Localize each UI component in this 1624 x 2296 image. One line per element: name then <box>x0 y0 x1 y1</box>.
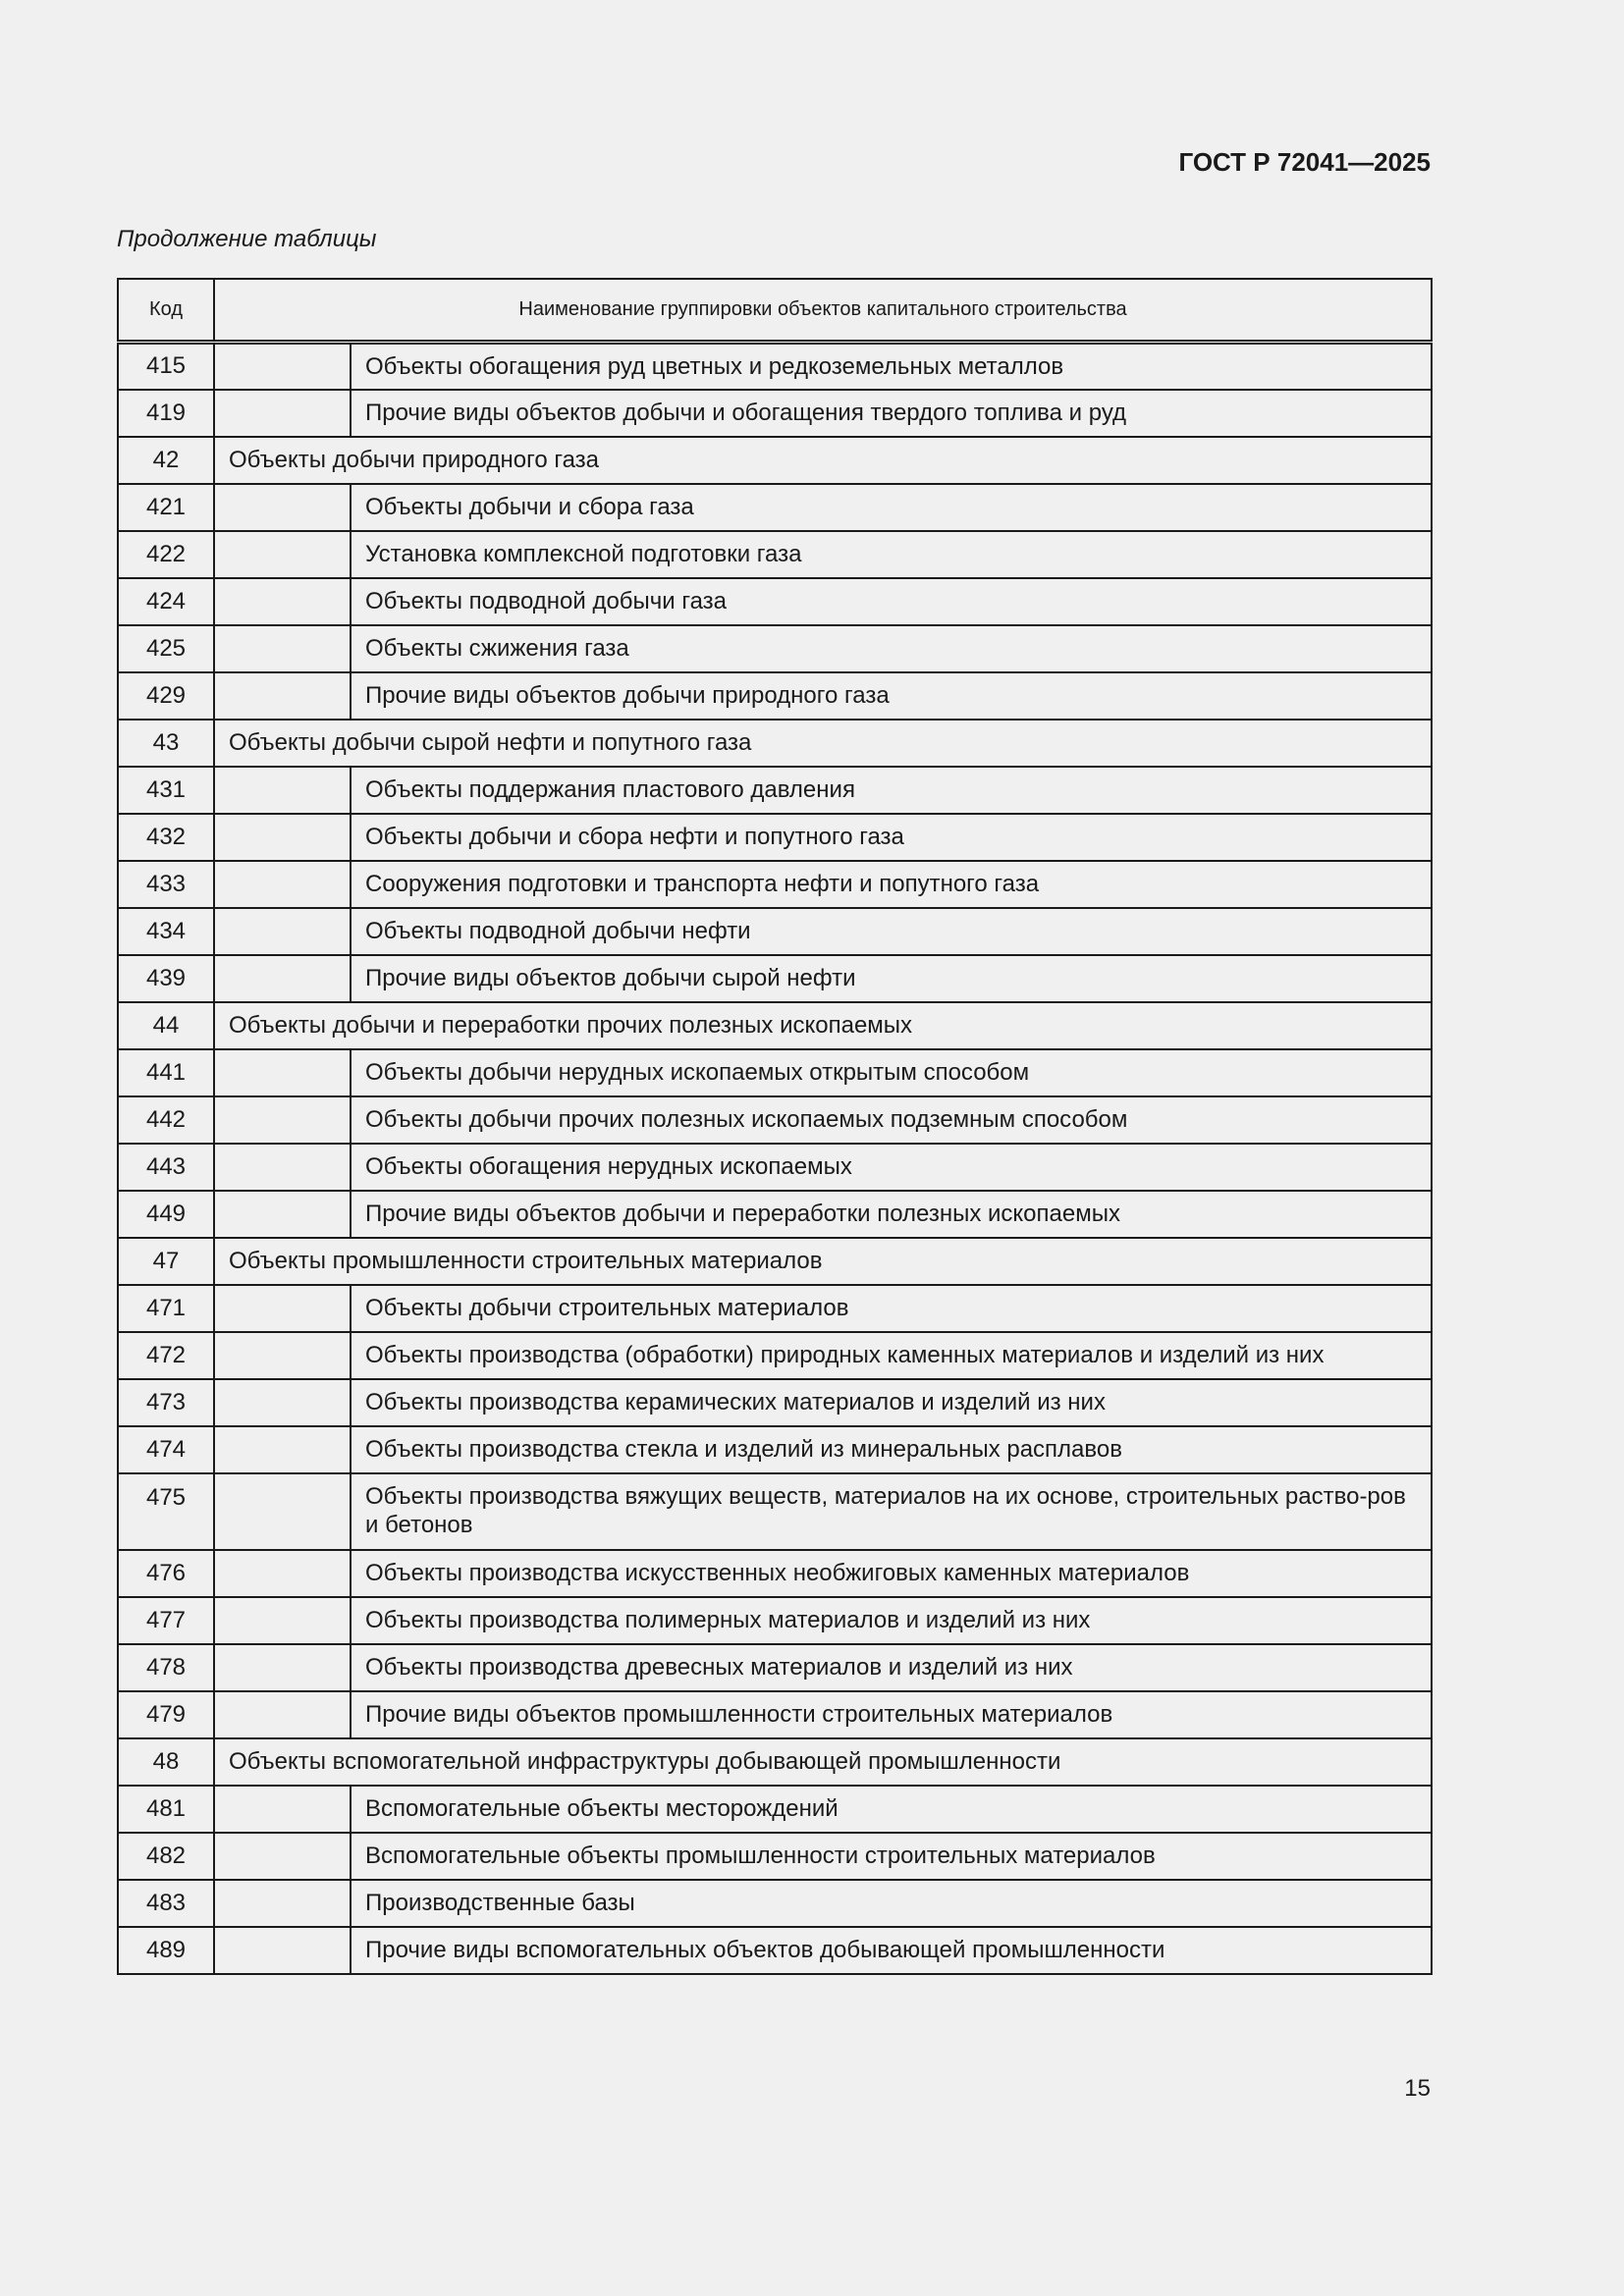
row-name: Объекты добычи строительных материалов <box>351 1285 1432 1332</box>
table-body <box>118 343 1432 1974</box>
table-row <box>118 1473 1432 1550</box>
row-name: Установка комплексной подготовки газа <box>351 531 1432 578</box>
row-code: 43 <box>118 720 214 767</box>
row-name: Объекты добычи нерудных ископаемых открытым способом <box>351 1049 1432 1096</box>
row-indent-cell <box>214 814 351 861</box>
row-indent-cell <box>214 390 351 437</box>
row-name: Объекты подводной добычи газа <box>351 578 1432 625</box>
row-name: Объекты промышленности строительных материалов <box>214 1238 1432 1285</box>
row-code: 475 <box>118 1473 214 1550</box>
table-row <box>118 484 1432 531</box>
row-name: Прочие виды вспомогательных объектов добывающей промышленности <box>351 1927 1432 1974</box>
row-indent-cell <box>214 343 351 390</box>
table-row <box>118 1880 1432 1927</box>
row-indent-cell <box>214 1096 351 1144</box>
table-row <box>118 1049 1432 1096</box>
page-number: 15 <box>1404 2075 1431 2102</box>
table-row <box>118 578 1432 625</box>
row-name: Объекты добычи природного газа <box>214 437 1432 484</box>
row-indent-cell <box>214 1880 351 1927</box>
row-code: 44 <box>118 1002 214 1049</box>
table-row <box>118 1644 1432 1691</box>
row-name: Вспомогательные объекты месторождений <box>351 1786 1432 1833</box>
row-indent-cell <box>214 767 351 814</box>
row-name: Вспомогательные объекты промышленности строительных материалов <box>351 1833 1432 1880</box>
row-code: 415 <box>118 343 214 390</box>
row-code: 434 <box>118 908 214 955</box>
table-row <box>118 1426 1432 1473</box>
row-name: Прочие виды объектов добычи и переработки полезных ископаемых <box>351 1191 1432 1238</box>
row-name: Объекты производства древесных материалов и изделий из них <box>351 1644 1432 1691</box>
row-code: 424 <box>118 578 214 625</box>
row-code: 476 <box>118 1550 214 1597</box>
row-name: Производственные базы <box>351 1880 1432 1927</box>
row-name: Прочие виды объектов добычи и обогащения твердого топлива и руд <box>351 390 1432 437</box>
row-indent-cell <box>214 1833 351 1880</box>
row-name: Объекты обогащения руд цветных и редкоземельных металлов <box>351 343 1432 390</box>
table-row <box>118 1597 1432 1644</box>
table-row <box>118 1096 1432 1144</box>
table-row <box>118 814 1432 861</box>
row-indent-cell <box>214 672 351 720</box>
table-row <box>118 1927 1432 1974</box>
header-code: Код <box>118 279 214 343</box>
row-name: Объекты вспомогательной инфраструктуры добывающей промышленности <box>214 1738 1432 1786</box>
row-name: Объекты производства полимерных материалов и изделий из них <box>351 1597 1432 1644</box>
row-name: Объекты поддержания пластового давления <box>351 767 1432 814</box>
row-code: 442 <box>118 1096 214 1144</box>
row-name: Объекты производства стекла и изделий из минеральных расплавов <box>351 1426 1432 1473</box>
row-code: 481 <box>118 1786 214 1833</box>
row-indent-cell <box>214 1597 351 1644</box>
row-code: 477 <box>118 1597 214 1644</box>
row-name: Прочие виды объектов промышленности строительных материалов <box>351 1691 1432 1738</box>
row-code: 422 <box>118 531 214 578</box>
row-code: 421 <box>118 484 214 531</box>
row-indent-cell <box>214 531 351 578</box>
classification-table <box>117 278 1433 1975</box>
row-code: 42 <box>118 437 214 484</box>
table-row <box>118 390 1432 437</box>
table-row-group <box>118 720 1432 767</box>
row-indent-cell <box>214 1786 351 1833</box>
row-code: 425 <box>118 625 214 672</box>
row-indent-cell <box>214 1332 351 1379</box>
row-code: 472 <box>118 1332 214 1379</box>
row-name: Объекты добычи и сбора нефти и попутного газа <box>351 814 1432 861</box>
row-code: 479 <box>118 1691 214 1738</box>
table-row <box>118 672 1432 720</box>
row-indent-cell <box>214 1927 351 1974</box>
table-row <box>118 767 1432 814</box>
row-code: 431 <box>118 767 214 814</box>
row-name: Объекты производства вяжущих веществ, материалов на их основе, строительных раство-ров и бетонов <box>351 1473 1432 1550</box>
table-row-group <box>118 1738 1432 1786</box>
row-indent-cell <box>214 1285 351 1332</box>
table-row-group <box>118 1238 1432 1285</box>
row-name: Объекты производства (обработки) природных каменных материалов и изделий из них <box>351 1332 1432 1379</box>
table-row <box>118 1379 1432 1426</box>
row-code: 471 <box>118 1285 214 1332</box>
row-indent-cell <box>214 625 351 672</box>
row-code: 443 <box>118 1144 214 1191</box>
table-row <box>118 1332 1432 1379</box>
table-row <box>118 1691 1432 1738</box>
header-name: Наименование группировки объектов капитального строительства <box>214 279 1432 343</box>
row-code: 419 <box>118 390 214 437</box>
table-row <box>118 1144 1432 1191</box>
table-row-group <box>118 437 1432 484</box>
row-indent-cell <box>214 1550 351 1597</box>
table-row <box>118 531 1432 578</box>
table-row <box>118 1550 1432 1597</box>
row-code: 432 <box>118 814 214 861</box>
row-indent-cell <box>214 1191 351 1238</box>
row-name: Сооружения подготовки и транспорта нефти и попутного газа <box>351 861 1432 908</box>
row-indent-cell <box>214 1644 351 1691</box>
table-row <box>118 1285 1432 1332</box>
row-name: Объекты производства керамических материалов и изделий из них <box>351 1379 1432 1426</box>
row-name: Объекты добычи и сбора газа <box>351 484 1432 531</box>
row-code: 482 <box>118 1833 214 1880</box>
row-indent-cell <box>214 1426 351 1473</box>
row-code: 473 <box>118 1379 214 1426</box>
row-code: 483 <box>118 1880 214 1927</box>
row-name: Объекты производства искусственных необжиговых каменных материалов <box>351 1550 1432 1597</box>
row-name: Прочие виды объектов добычи сырой нефти <box>351 955 1432 1002</box>
row-name: Объекты обогащения нерудных ископаемых <box>351 1144 1432 1191</box>
row-code: 47 <box>118 1238 214 1285</box>
row-name: Прочие виды объектов добычи природного газа <box>351 672 1432 720</box>
row-name: Объекты подводной добычи нефти <box>351 908 1432 955</box>
row-code: 429 <box>118 672 214 720</box>
row-code: 439 <box>118 955 214 1002</box>
table-row <box>118 1191 1432 1238</box>
row-indent-cell <box>214 1473 351 1550</box>
row-code: 449 <box>118 1191 214 1238</box>
document-code: ГОСТ Р 72041—2025 <box>1178 147 1431 177</box>
row-indent-cell <box>214 1379 351 1426</box>
row-indent-cell <box>214 1049 351 1096</box>
row-code: 433 <box>118 861 214 908</box>
table-row <box>118 908 1432 955</box>
table-row <box>118 955 1432 1002</box>
table-row <box>118 1786 1432 1833</box>
row-code: 474 <box>118 1426 214 1473</box>
table-caption: Продолжение таблицы <box>117 226 377 252</box>
table-row <box>118 343 1432 390</box>
row-indent-cell <box>214 1144 351 1191</box>
row-indent-cell <box>214 1691 351 1738</box>
row-name: Объекты добычи прочих полезных ископаемых подземным способом <box>351 1096 1432 1144</box>
row-indent-cell <box>214 955 351 1002</box>
table-row <box>118 1833 1432 1880</box>
row-indent-cell <box>214 484 351 531</box>
row-code: 48 <box>118 1738 214 1786</box>
row-indent-cell <box>214 908 351 955</box>
table-row <box>118 625 1432 672</box>
row-name: Объекты добычи и переработки прочих полезных ископаемых <box>214 1002 1432 1049</box>
row-code: 441 <box>118 1049 214 1096</box>
row-name: Объекты сжижения газа <box>351 625 1432 672</box>
row-code: 489 <box>118 1927 214 1974</box>
row-indent-cell <box>214 578 351 625</box>
table-row <box>118 861 1432 908</box>
table-row-group <box>118 1002 1432 1049</box>
row-name: Объекты добычи сырой нефти и попутного газа <box>214 720 1432 767</box>
row-indent-cell <box>214 861 351 908</box>
table-header-row <box>118 279 1432 343</box>
row-code: 478 <box>118 1644 214 1691</box>
